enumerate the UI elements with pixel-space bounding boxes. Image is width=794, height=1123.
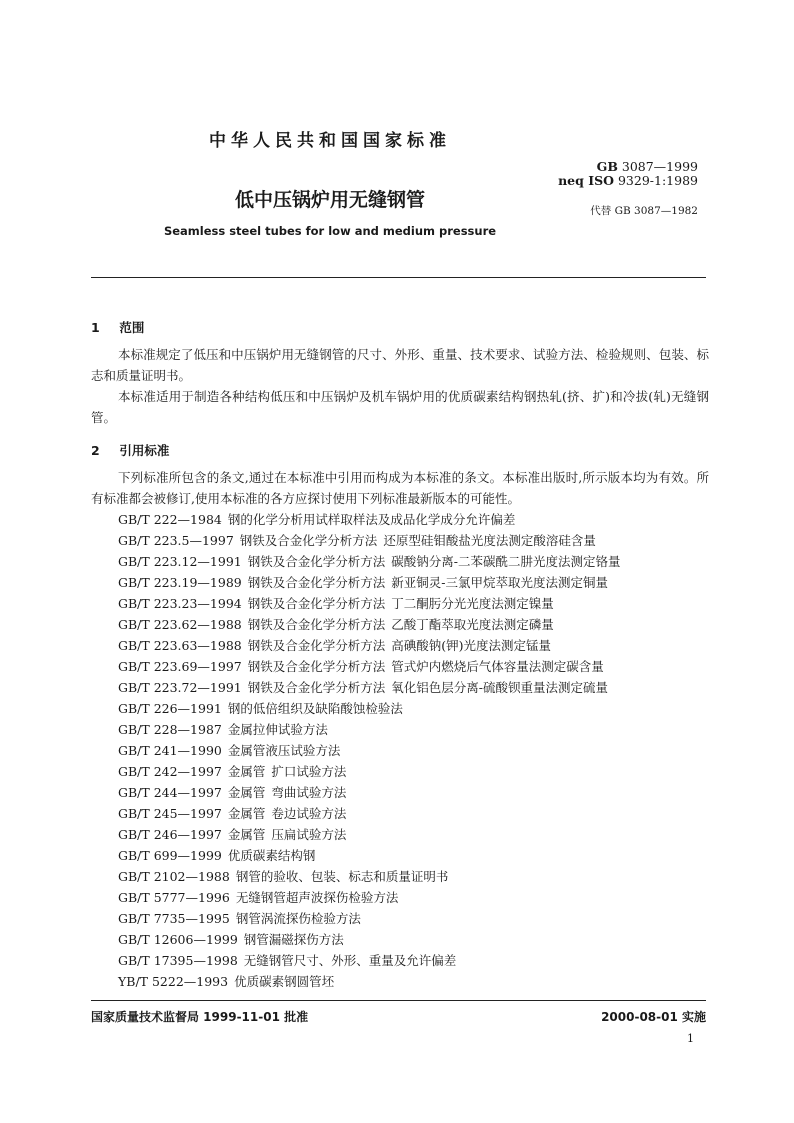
reference-code: GB/T 244—1997	[118, 785, 222, 800]
reference-title: 无缝钢管尺寸、外形、重量及允许偏差	[243, 953, 457, 968]
scope-paragraph: 本标准规定了低压和中压锅炉用无缝钢管的尺寸、外形、重量、技术要求、试验方法、检验规则、包装、标志和质量证明书。	[91, 347, 709, 383]
reference-code: GB/T 241—1990	[118, 743, 222, 758]
reference-code: GB/T 12606—1999	[118, 932, 238, 947]
reference-item	[91, 845, 709, 866]
reference-title: 优质碳素钢圆管坯	[234, 974, 335, 989]
reference-part: 金属管	[227, 827, 266, 842]
reference-part: 金属管	[227, 806, 266, 821]
reference-title: 钢管的验收、包装、标志和质量证明书	[235, 869, 449, 884]
document-title-english: Seamless steel tubes for low and medium pressure	[163, 224, 497, 238]
reference-part: 金属管	[227, 764, 266, 779]
reference-title: 氧化铝色层分离-硫酸钡重量法测定硫量	[391, 680, 608, 695]
implementation-date: 2000-08-01 实施	[601, 1010, 706, 1024]
reference-item	[91, 509, 709, 530]
reference-part: 钢铁及合金化学分析方法	[247, 617, 386, 632]
reference-code: GB/T 246—1997	[118, 827, 222, 842]
reference-title: 优质碳素结构钢	[227, 848, 316, 863]
reference-item	[91, 719, 709, 740]
reference-title: 还原型硅钼酸盐光度法测定酸溶硅含量	[383, 533, 596, 548]
approval-note: 国家质量技术监督局 1999-11-01 批准	[91, 1010, 309, 1024]
section-title: 范围	[119, 320, 145, 335]
reference-item	[91, 761, 709, 782]
reference-item	[91, 572, 709, 593]
reference-item	[91, 740, 709, 761]
reference-item	[91, 614, 709, 635]
reference-code: YB/T 5222—1993	[118, 974, 229, 989]
page-number: 1	[687, 1032, 694, 1045]
reference-item	[91, 887, 709, 908]
reference-item	[91, 530, 709, 551]
reference-item	[91, 698, 709, 719]
reference-item	[91, 824, 709, 845]
reference-part: 金属管	[227, 785, 266, 800]
reference-title: 钢的低倍组织及缺陷酸蚀检验法	[227, 701, 403, 716]
reference-title: 扩口试验方法	[271, 764, 347, 779]
reference-title: 管式炉内燃烧后气体容量法测定碳含量	[391, 659, 604, 674]
reference-part: 钢铁及合金化学分析方法	[247, 575, 386, 590]
section-heading-scope	[91, 317, 709, 338]
reference-item	[91, 803, 709, 824]
reference-part: 钢铁及合金化学分析方法	[239, 533, 378, 548]
reference-title: 卷边试验方法	[271, 806, 347, 821]
equivalent-standard-label: neq ISO	[558, 173, 614, 188]
reference-item	[91, 929, 709, 950]
reference-code: GB/T 223.72—1991	[118, 680, 242, 695]
reference-code: GB/T 5777—1996	[118, 890, 230, 905]
scope-paragraph: 本标准适用于制造各种结构低压和中压锅炉及机车锅炉用的优质碳素结构钢热轧(挤、扩)和冷拔(轧)无缝钢管。	[91, 389, 709, 425]
reference-item	[91, 971, 709, 992]
document-title: 低中压锅炉用无缝钢管	[234, 189, 425, 211]
reference-code: GB/T 222—1984	[118, 512, 222, 527]
reference-code: GB/T 223.12—1991	[118, 554, 242, 569]
reference-code: GB/T 223.62—1988	[118, 617, 242, 632]
reference-item	[91, 950, 709, 971]
standard-codes	[558, 160, 698, 188]
reference-code: GB/T 223.5—1997	[118, 533, 234, 548]
section-number: 1	[91, 320, 100, 335]
reference-code: GB/T 226—1991	[118, 701, 222, 716]
section-title: 引用标准	[119, 443, 170, 458]
section-heading-references	[91, 440, 709, 461]
reference-title: 新亚铜灵-三氯甲烷萃取光度法测定铜量	[391, 575, 608, 590]
reference-title: 碳酸钠分离-二苯碳酰二肼光度法测定铬量	[391, 554, 621, 569]
equivalent-standard-value: 9329-1:1989	[617, 173, 698, 188]
reference-code: GB/T 2102—1988	[118, 869, 230, 884]
footer-divider	[91, 1000, 706, 1001]
reference-title: 钢的化学分析用试样取样法及成品化学成分允许偏差	[227, 512, 516, 527]
reference-code: GB/T 223.23—1994	[118, 596, 242, 611]
reference-code: GB/T 242—1997	[118, 764, 222, 779]
reference-item	[91, 866, 709, 887]
reference-item	[91, 635, 709, 656]
reference-part: 钢铁及合金化学分析方法	[247, 638, 386, 653]
references-intro: 下列标准所包含的条文,通过在本标准中引用而构成为本标准的条文。本标准出版时,所示版本均为有效。所有标准都会被修订,使用本标准的各方应探讨使用下列标准最新版本的可能性。	[91, 470, 709, 506]
reference-code: GB/T 7735—1995	[118, 911, 230, 926]
replaces-note: 代替 GB 3087—1982	[590, 205, 698, 217]
reference-item	[91, 593, 709, 614]
national-standard-heading: 中华人民共和国国家标准	[209, 131, 451, 151]
standard-number-value: 3087—1999	[621, 159, 698, 174]
reference-code: GB/T 245—1997	[118, 806, 222, 821]
reference-title: 钢管涡流探伤检验方法	[235, 911, 361, 926]
reference-item	[91, 551, 709, 572]
reference-item	[91, 908, 709, 929]
reference-title: 高碘酸钠(钾)光度法测定锰量	[391, 638, 552, 653]
reference-title: 钢管漏磁探伤方法	[243, 932, 344, 947]
reference-title: 金属管液压试验方法	[227, 743, 341, 758]
reference-title: 乙酸丁酯萃取光度法测定磷量	[391, 617, 554, 632]
reference-part: 钢铁及合金化学分析方法	[247, 680, 386, 695]
header-divider	[91, 277, 706, 278]
reference-code: GB/T 228—1987	[118, 722, 222, 737]
reference-code: GB/T 223.69—1997	[118, 659, 242, 674]
reference-title: 丁二酮肟分光光度法测定镍量	[391, 596, 554, 611]
section-number: 2	[91, 443, 100, 458]
reference-code: GB/T 223.63—1988	[118, 638, 242, 653]
reference-code: GB/T 223.19—1989	[118, 575, 242, 590]
reference-item	[91, 782, 709, 803]
reference-list	[91, 509, 709, 992]
reference-item	[91, 656, 709, 677]
reference-part: 钢铁及合金化学分析方法	[247, 596, 386, 611]
standard-number	[558, 160, 698, 174]
reference-title: 金属拉伸试验方法	[227, 722, 328, 737]
reference-code: GB/T 17395—1998	[118, 953, 238, 968]
document-body	[91, 317, 709, 992]
reference-title: 弯曲试验方法	[271, 785, 347, 800]
reference-item	[91, 677, 709, 698]
reference-title: 压扁试验方法	[271, 827, 347, 842]
reference-part: 钢铁及合金化学分析方法	[247, 659, 386, 674]
reference-code: GB/T 699—1999	[118, 848, 222, 863]
reference-part: 钢铁及合金化学分析方法	[247, 554, 386, 569]
reference-title: 无缝钢管超声波探伤检验方法	[235, 890, 399, 905]
standard-number-label: GB	[596, 159, 618, 174]
